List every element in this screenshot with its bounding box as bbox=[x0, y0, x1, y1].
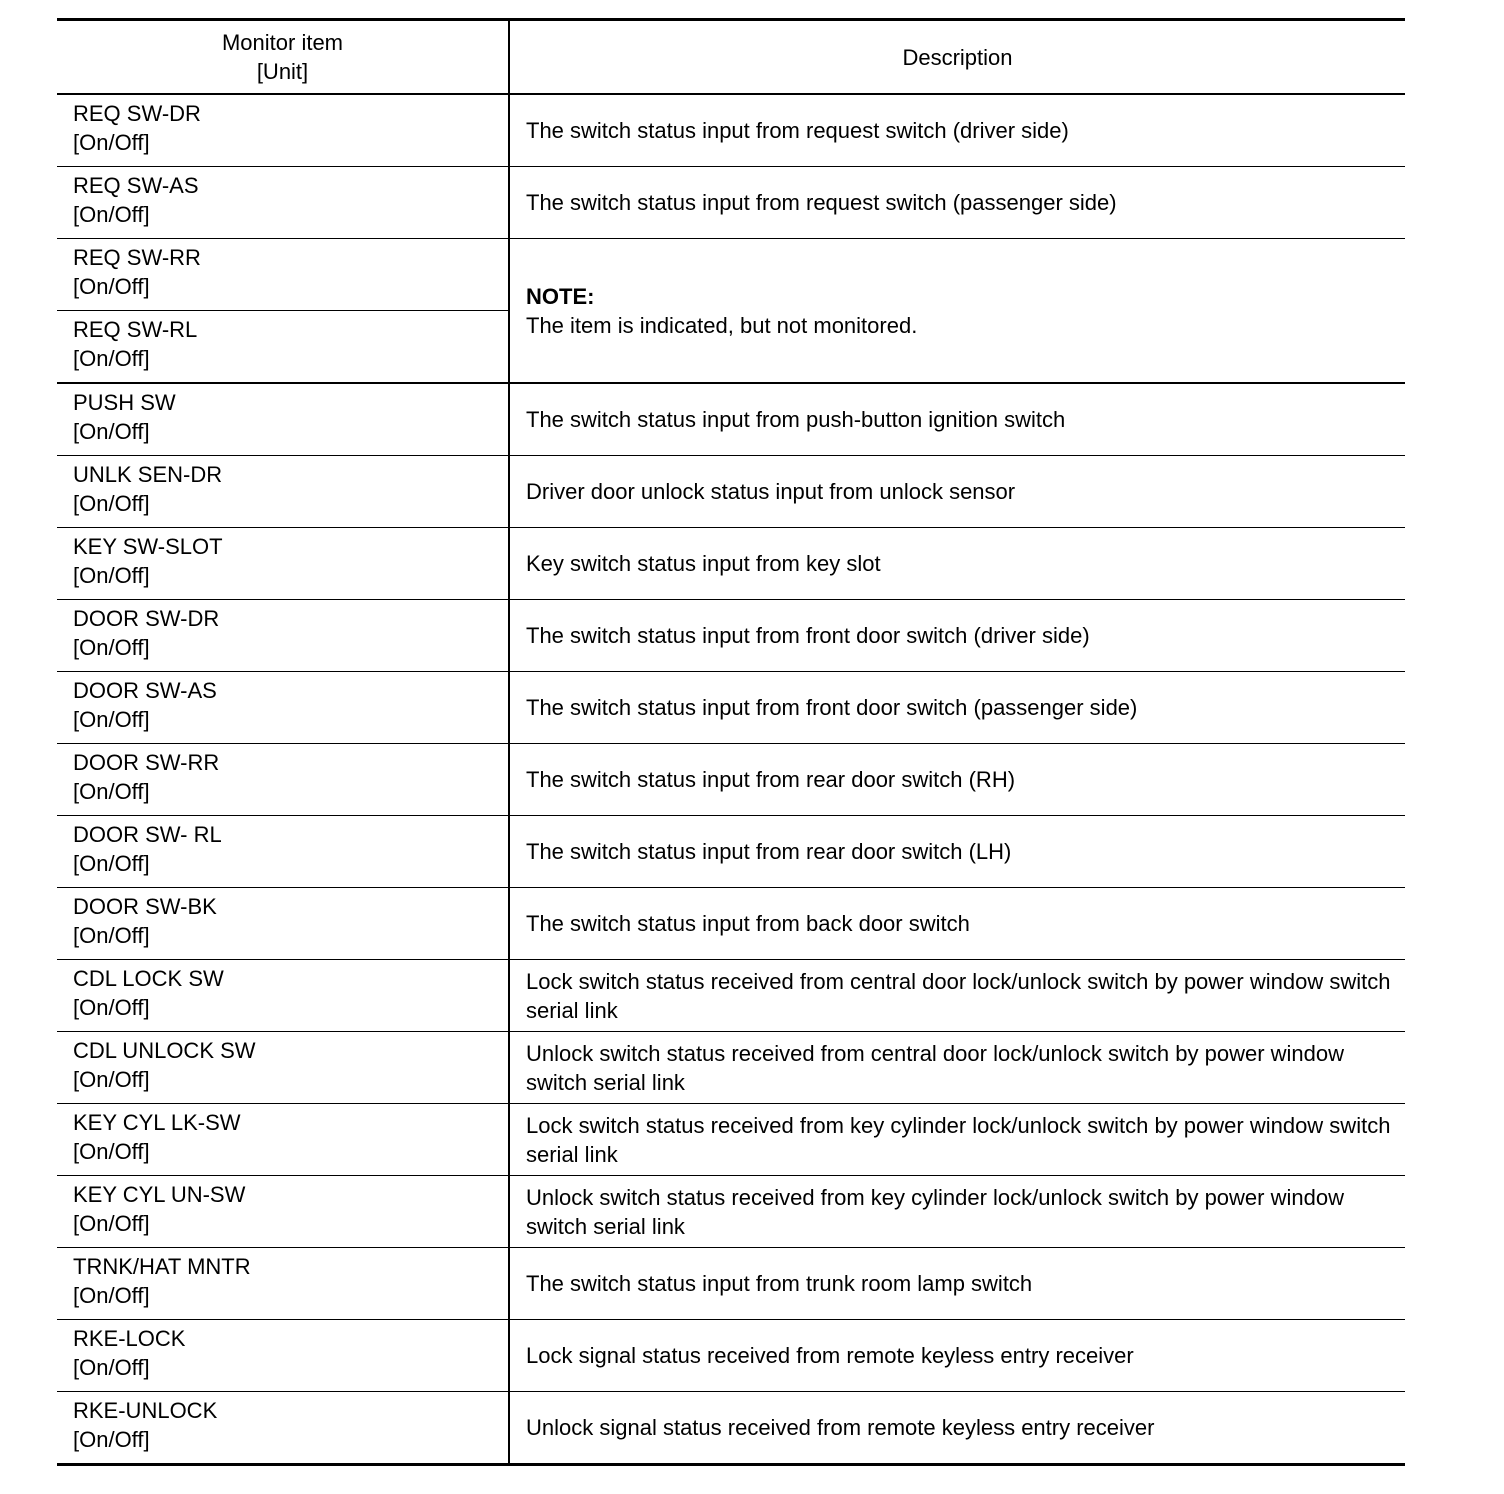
monitor-item-name: PUSH SW bbox=[73, 390, 176, 415]
table-row bbox=[57, 960, 1405, 1032]
monitor-item-unit: [On/Off] bbox=[73, 851, 150, 876]
monitor-item-name: KEY SW-SLOT bbox=[73, 534, 223, 559]
monitor-item-cell bbox=[57, 383, 509, 456]
monitor-item-unit: [On/Off] bbox=[73, 563, 150, 588]
monitor-item-cell bbox=[57, 888, 509, 960]
monitor-item-cell bbox=[57, 1176, 509, 1248]
description-cell bbox=[509, 1248, 1405, 1320]
monitor-item-cell bbox=[57, 528, 509, 600]
monitor-item-unit: [On/Off] bbox=[73, 1067, 150, 1092]
description-cell bbox=[509, 456, 1405, 528]
monitor-item-unit: [On/Off] bbox=[73, 491, 150, 516]
description-text: The switch status input from request switch (driver side) bbox=[526, 118, 1069, 143]
monitor-item-unit: [On/Off] bbox=[73, 923, 150, 948]
description-cell bbox=[509, 1104, 1405, 1176]
note-text: The item is indicated, but not monitored. bbox=[526, 312, 918, 338]
monitor-item-unit: [On/Off] bbox=[73, 707, 150, 732]
monitor-item-name: KEY CYL UN-SW bbox=[73, 1182, 246, 1207]
monitor-item-name: DOOR SW-AS bbox=[73, 678, 217, 703]
monitor-item-name: CDL LOCK SW bbox=[73, 966, 224, 991]
monitor-item-name: REQ SW-RR bbox=[73, 245, 201, 270]
header-monitor-item bbox=[57, 20, 509, 95]
description-cell bbox=[509, 1032, 1405, 1104]
monitor-item-cell bbox=[57, 1032, 509, 1104]
monitor-item-name: DOOR SW-RR bbox=[73, 750, 220, 775]
description-text: Unlock switch status received from central door lock/unlock switch by power window switch serial link bbox=[526, 1040, 1344, 1095]
monitor-item-cell bbox=[57, 600, 509, 672]
table-row bbox=[57, 167, 1405, 239]
monitor-item-name: DOOR SW- RL bbox=[73, 822, 222, 847]
description-cell bbox=[509, 816, 1405, 888]
table-row bbox=[57, 1176, 1405, 1248]
description-text: The switch status input from back door switch bbox=[526, 911, 970, 936]
table-row bbox=[57, 672, 1405, 744]
description-cell bbox=[509, 528, 1405, 600]
description-cell bbox=[509, 744, 1405, 816]
note-title: NOTE: bbox=[526, 283, 595, 309]
monitor-item-unit: [On/Off] bbox=[73, 130, 150, 155]
description-cell bbox=[509, 672, 1405, 744]
monitor-item-cell bbox=[57, 94, 509, 167]
monitor-item-unit: [On/Off] bbox=[73, 635, 150, 660]
monitor-item-name: KEY CYL LK-SW bbox=[73, 1110, 241, 1135]
table-row bbox=[57, 383, 1405, 456]
description-text: Unlock signal status received from remote keyless entry receiver bbox=[526, 1415, 1155, 1440]
table-header-row bbox=[57, 20, 1405, 95]
monitor-item-unit: [On/Off] bbox=[73, 274, 150, 299]
monitor-item-cell bbox=[57, 816, 509, 888]
monitor-item-name: RKE-UNLOCK bbox=[73, 1398, 218, 1423]
monitor-item-cell bbox=[57, 1320, 509, 1392]
description-text: Unlock switch status received from key cylinder lock/unlock switch by power window switch serial link bbox=[526, 1184, 1344, 1239]
monitor-item-cell bbox=[57, 672, 509, 744]
description-cell bbox=[509, 960, 1405, 1032]
monitor-item-unit: [On/Off] bbox=[73, 995, 150, 1020]
table-row bbox=[57, 456, 1405, 528]
description-text: The switch status input from trunk room lamp switch bbox=[526, 1271, 1033, 1296]
monitor-item-name: DOOR SW-DR bbox=[73, 606, 220, 631]
table-row bbox=[57, 888, 1405, 960]
shared-note-cell bbox=[509, 239, 1405, 384]
monitor-item-name: TRNK/HAT MNTR bbox=[73, 1254, 251, 1279]
description-text: Lock signal status received from remote keyless entry receiver bbox=[526, 1343, 1134, 1368]
monitor-item-unit: [On/Off] bbox=[73, 1211, 150, 1236]
description-text: The switch status input from rear door switch (LH) bbox=[526, 839, 1012, 864]
monitor-item-table bbox=[57, 18, 1405, 1466]
table-row bbox=[57, 744, 1405, 816]
monitor-item-name: REQ SW-RL bbox=[73, 317, 198, 342]
description-cell bbox=[509, 1392, 1405, 1465]
description-text: The switch status input from rear door switch (RH) bbox=[526, 767, 1016, 792]
description-text: The switch status input from push-button ignition switch bbox=[526, 407, 1066, 432]
monitor-item-cell bbox=[57, 960, 509, 1032]
description-text: Lock switch status received from central door lock/unlock switch by power window switch serial link bbox=[526, 968, 1391, 1023]
monitor-item-cell bbox=[57, 167, 509, 239]
monitor-item-unit: [On/Off] bbox=[73, 419, 150, 444]
description-cell bbox=[509, 600, 1405, 672]
monitor-item-cell bbox=[57, 744, 509, 816]
table-row bbox=[57, 1248, 1405, 1320]
table-row bbox=[57, 94, 1405, 167]
monitor-item-name: UNLK SEN-DR bbox=[73, 462, 223, 487]
monitor-item-unit: [On/Off] bbox=[73, 346, 150, 371]
header-description: Description bbox=[509, 20, 1405, 95]
table-row bbox=[57, 528, 1405, 600]
monitor-item-unit: [On/Off] bbox=[73, 1283, 150, 1308]
monitor-item-unit: [On/Off] bbox=[73, 1355, 150, 1380]
table-row bbox=[57, 1104, 1405, 1176]
monitor-item-cell bbox=[57, 1392, 509, 1465]
description-text: Driver door unlock status input from unlock sensor bbox=[526, 479, 1016, 504]
monitor-item-cell bbox=[57, 239, 509, 311]
monitor-item-cell bbox=[57, 456, 509, 528]
table-row bbox=[57, 1392, 1405, 1465]
description-text: The switch status input from front door switch (driver side) bbox=[526, 623, 1090, 648]
monitor-item-unit: [On/Off] bbox=[73, 779, 150, 804]
monitor-item-name: DOOR SW-BK bbox=[73, 894, 217, 919]
description-text: Lock switch status received from key cylinder lock/unlock switch by power window switch serial link bbox=[526, 1112, 1391, 1167]
table-row bbox=[57, 1032, 1405, 1104]
description-cell bbox=[509, 888, 1405, 960]
monitor-item-unit: [On/Off] bbox=[73, 1427, 150, 1452]
table-row bbox=[57, 816, 1405, 888]
monitor-item-cell bbox=[57, 311, 509, 384]
description-cell bbox=[509, 1320, 1405, 1392]
description-cell bbox=[509, 383, 1405, 456]
header-unit-label: [Unit] bbox=[256, 59, 309, 84]
table-row bbox=[57, 1320, 1405, 1392]
header-monitor-item-label: Monitor item bbox=[221, 30, 344, 55]
monitor-item-unit: [On/Off] bbox=[73, 1139, 150, 1164]
description-text: Key switch status input from key slot bbox=[526, 551, 881, 576]
table-row bbox=[57, 239, 1405, 311]
description-cell bbox=[509, 167, 1405, 239]
description-text: The switch status input from request switch (passenger side) bbox=[526, 190, 1117, 215]
description-text: The switch status input from front door switch (passenger side) bbox=[526, 695, 1138, 720]
monitor-item-name: RKE-LOCK bbox=[73, 1326, 186, 1351]
monitor-item-name: REQ SW-AS bbox=[73, 173, 199, 198]
monitor-item-cell bbox=[57, 1248, 509, 1320]
description-cell bbox=[509, 1176, 1405, 1248]
table-row bbox=[57, 600, 1405, 672]
monitor-item-name: REQ SW-DR bbox=[73, 101, 201, 126]
monitor-item-unit: [On/Off] bbox=[73, 202, 150, 227]
monitor-item-cell bbox=[57, 1104, 509, 1176]
monitor-item-name: CDL UNLOCK SW bbox=[73, 1038, 256, 1063]
description-cell bbox=[509, 94, 1405, 167]
